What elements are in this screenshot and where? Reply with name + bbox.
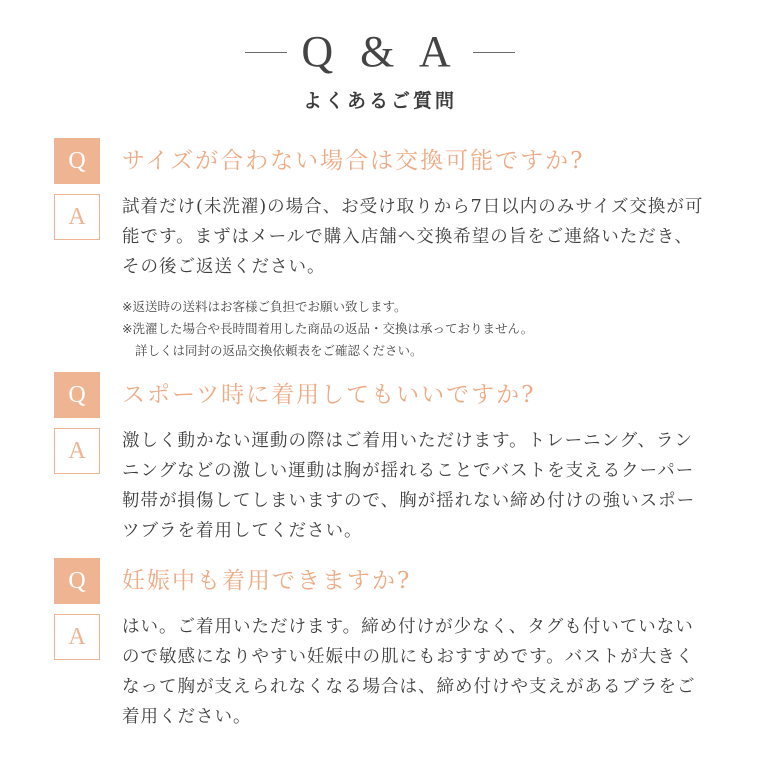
answer-notes bbox=[122, 296, 714, 362]
q-badge: Q bbox=[54, 558, 100, 604]
page-title-row bbox=[245, 28, 514, 76]
note-details: 詳しくは同封の返品交換依頼表をご確認ください。 bbox=[135, 343, 423, 358]
qa-item-pregnancy bbox=[54, 558, 714, 732]
question-text: サイズが合わない場合は交換可能ですか? bbox=[122, 148, 585, 174]
note-shipping: ※返送時の送料はお客様ご負担でお願い致します。 bbox=[122, 299, 407, 314]
qa-item-size-exchange bbox=[54, 138, 714, 362]
qa-item-sports bbox=[54, 372, 714, 546]
question-text: 妊娠中も着用できますか? bbox=[122, 568, 412, 594]
question-row bbox=[54, 558, 714, 604]
title-left-rule bbox=[245, 52, 287, 53]
a-badge: A bbox=[54, 194, 100, 240]
answer-text: 激しく動かない運動の際はご着用いただけます。トレーニング、ランニングなどの激しい運動は胸が揺れることでバストを支えるクーパー靭帯が損傷してしまいますので、胸が揺れない締め付けの強いスポーツブラを着用してください。 bbox=[122, 431, 696, 541]
answer-text: はい。ご着用いただけます。締め付けが少なく、タグも付いていないので敏感になりやすい妊娠中の肌にもおすすめです。バストが大きくなって胸が支えられなくなる場合は、締め付けや支えがあるブラをご着用ください。 bbox=[122, 617, 696, 727]
page-header bbox=[0, 28, 760, 113]
answer-row bbox=[54, 426, 714, 546]
a-badge: A bbox=[54, 428, 100, 474]
note-washed: ※洗濯した場合や長時間着用した商品の返品・交換は承っておりません。 bbox=[122, 321, 534, 336]
page-title: Q & A bbox=[301, 27, 459, 76]
title-right-rule bbox=[473, 52, 515, 53]
page-subtitle: よくあるご質問 bbox=[302, 90, 457, 112]
answer-row bbox=[54, 192, 714, 282]
question-row bbox=[54, 372, 714, 418]
a-badge: A bbox=[54, 614, 100, 660]
question-text: スポーツ時に着用してもいいですか? bbox=[122, 382, 536, 408]
q-badge: Q bbox=[54, 138, 100, 184]
answer-text: 試着だけ(未洗濯)の場合、お受け取りから7日以内のみサイズ交換が可能です。まずはメールで購入店舗へ交換希望の旨をご連絡いただき、その後ご返送ください。 bbox=[122, 197, 704, 277]
question-row bbox=[54, 138, 714, 184]
answer-row bbox=[54, 612, 714, 732]
q-badge: Q bbox=[54, 372, 100, 418]
